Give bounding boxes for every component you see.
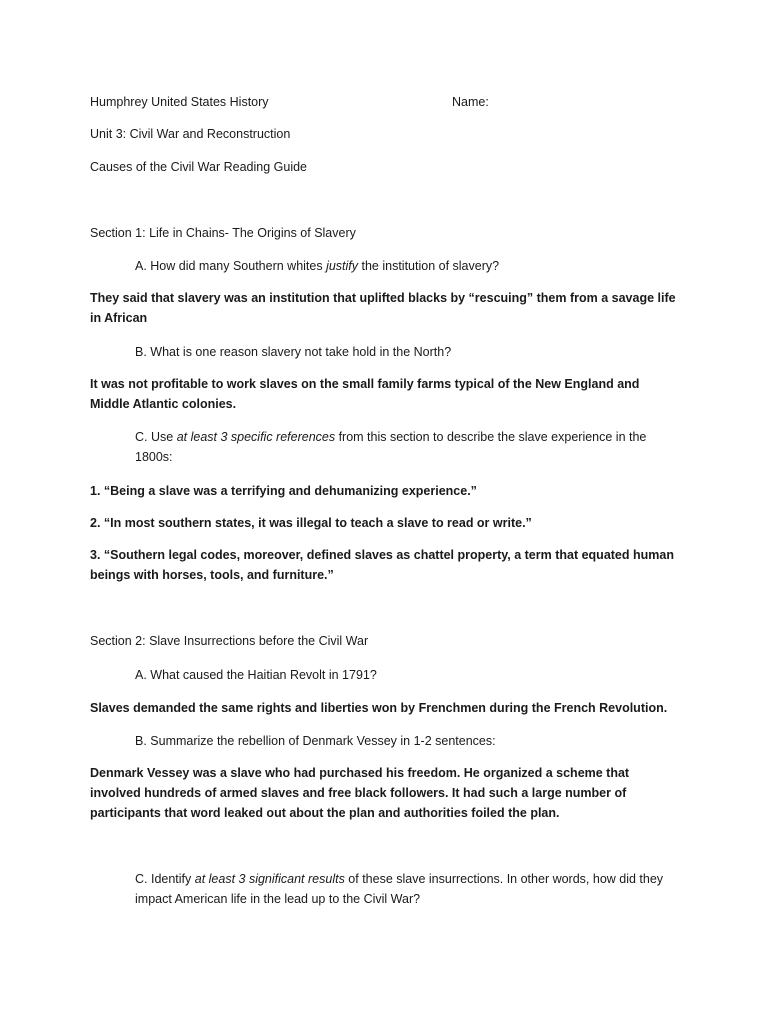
section1-answer-c1: 1. “Being a slave was a terrifying and dehumanizing experience.” [90,484,477,498]
section1-question-c-text-end: from this section to describe the slave experience in the 1800s: [135,430,647,464]
section1-answer-b: It was not profitable to work slaves on the small family farms typical of the New England and Middle Atlantic colonies. [90,377,640,411]
guide-title: Causes of the Civil War Reading Guide [90,160,307,174]
section1-answer-c2: 2. “In most southern states, it was illegal to teach a slave to read or write.” [90,516,532,530]
section2-question-c [135,869,680,909]
section1-question-a-text-end: the institution of slavery? [358,259,500,273]
section1-question-c [135,427,680,467]
section1-title: Section 1: Life in Chains- The Origins of Slavery [90,226,356,240]
section2-answer-b: Denmark Vessey was a slave who had purchased his freedom. He organized a scheme that involved hundreds of armed slaves and free black followers. It had such a large number of participants that word leaked out about the plan and authorities foiled the plan. [90,766,630,820]
section1-answer-c3: 3. “Southern legal codes, moreover, defined slaves as chattel property, a term that equated human beings with horses, tools, and furniture.” [90,548,674,582]
section1-question-c-emphasis: at least 3 specific references [176,430,336,444]
section1-question-b: B. What is one reason slavery not take hold in the North? [135,345,452,359]
course-title: Humphrey United States History [90,95,269,109]
section1-question-a [135,256,499,276]
section2-question-a: A. What caused the Haitian Revolt in 1791? [135,668,377,682]
section1-question-a-text: A. How did many Southern whites [135,259,327,273]
section1-question-c-text: C. Use [135,430,177,444]
section2-answer-a: Slaves demanded the same rights and liberties won by Frenchmen during the French Revolution. [90,701,668,715]
unit-title: Unit 3: Civil War and Reconstruction [90,127,291,141]
section2-question-c-text-end: of these slave insurrections. In other words, how did they impact American life in the lead up to the Civil War? [135,872,664,906]
section1-answer-a: They said that slavery was an institution that uplifted blacks by “rescuing” them from a savage life in African [90,291,676,325]
section2-title: Section 2: Slave Insurrections before the Civil War [90,634,369,648]
section2-question-c-text: C. Identify [135,872,195,886]
section2-question-b: B. Summarize the rebellion of Denmark Vessey in 1-2 sentences: [135,734,496,748]
name-label: Name: [452,95,489,109]
section2-question-c-emphasis: at least 3 significant results [194,872,345,886]
section1-question-a-emphasis: justify [326,259,359,273]
